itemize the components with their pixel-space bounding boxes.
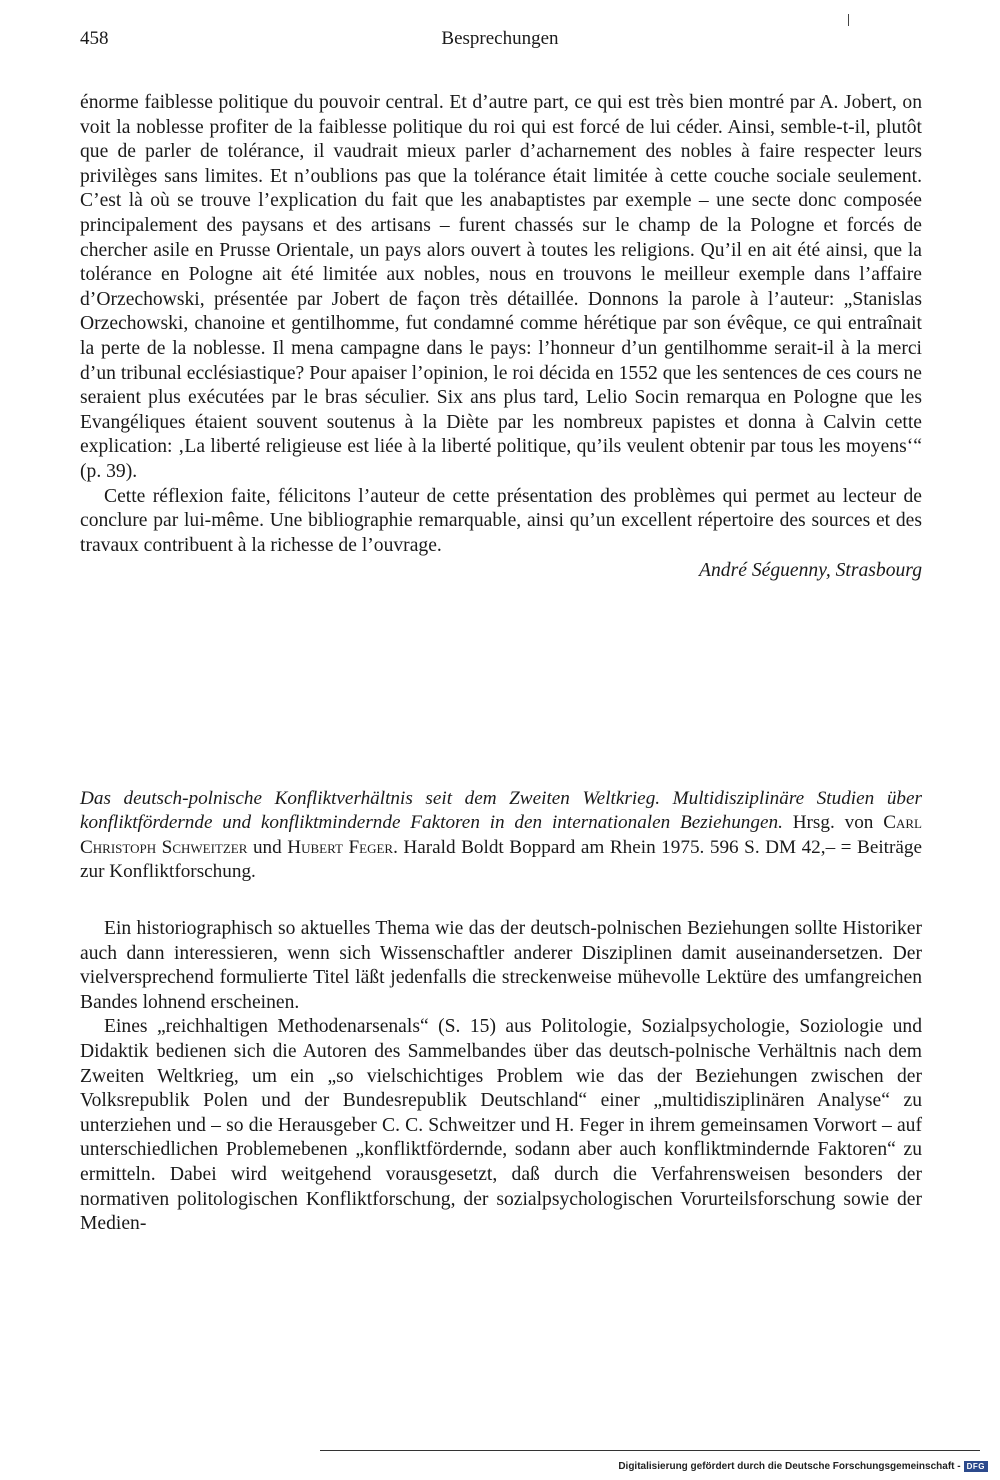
review-french <box>80 91 922 584</box>
editor-name: Hubert Feger <box>287 836 394 858</box>
digitization-credit <box>618 1461 988 1472</box>
reviewer-signature: André Séguenny, Strasbourg <box>699 560 922 582</box>
margin-mark <box>848 14 849 26</box>
running-head: Besprechungen <box>441 28 559 49</box>
footer-rule <box>320 1450 980 1451</box>
editor-name: Carl Christoph Schweitzer <box>80 812 922 858</box>
book-citation <box>80 787 922 885</box>
review-german <box>80 917 922 1237</box>
review-paragraph: Cette réflexion faite, félicitons l’auteur de cette présentation des problèmes qui permet au lecteur de conclure par lui-même. Une bibliographie remarquable, ainsi qu’un excellent répertoire des sources et des travaux contribuent à la richesse de l’ouvrage. <box>80 485 922 556</box>
dfg-logo-icon: DFG <box>964 1461 988 1472</box>
review-paragraph: Eines „reichhaltigen Methodenarsenals“ (S. 15) aus Politologie, Sozialpsychologie, Soziologie und Didaktik bedienen sich die Autoren des Sammelbandes über das deutsch-polnische Verhältnis nach dem Zweiten Weltkrieg, um ein „so vielschichtiges Problem wie das der Beziehungen zwischen der Volksrepublik Polen und der Bundesrepublik Deutschland“ einer „multidisziplinären Analyse“ zu unterziehen und – so die Herausgeber C. C. Schweitzer und H. Feger in ihrem gemeinsamen Vorwort – auf unterschiedlichen Problemebenen „konfliktfördernde, sodann aber auch konfliktmindernde Faktoren“ zu ermitteln. Dabei wird weitgehend vorausgesetzt, daß durch die Verfahrensweisen besonders der normativen politologischen Konfliktforschung, der sozialpsychologischen Vorurteilsforschung sowie der Medien- <box>80 1016 922 1235</box>
page-header <box>80 28 920 58</box>
review-paragraph: Ein historiographisch so aktuelles Thema wie das der deutsch-polnischen Beziehungen sollte Historiker auch dann interessieren, wenn sich Wissenschaftler anderer Disziplinen damit auseinandersetzen. Der vielversprechend formulierte Titel läßt jedenfalls die streckenweise mühevolle Lektüre des umfangreichen Bandes lohnend erscheinen. <box>80 918 922 1013</box>
book-title: Das deutsch-polnische Konfliktverhältnis seit dem Zweiten Weltkrieg. Multidisziplinäre Studien über konfliktfördernde und konfliktmindernde Faktoren in den internationalen Beziehungen. <box>80 788 922 834</box>
credit-text: Digitalisierung gefördert durch die Deutsche Forschungsgemeinschaft - <box>618 1461 961 1472</box>
review-paragraph: énorme faiblesse politique du pouvoir central. Et d’autre part, ce qui est très bien montré par A. Jobert, on voit la noblesse profiter de la faiblesse politique du roi qui est forcé de lui céder. Ainsi, semble-t-il, plutôt que de parler de tolérance, il vaudrait mieux parler d’acharnement des nobles à faire respecter leurs privilèges sans limites. Et n’oublions pas que la tolérance était limitée à cette couche sociale seulement. C’est là où se trouve l’explication du fait que les anabaptistes par exemple – une secte donc composée principalement des paysans et des artisans – furent chassés sur le champ de la Pologne et forcés de chercher asile en Prusse Orientale, un pays alors ouvert à toutes les religions. Qu’il en ait été ainsi, que la tolérance en Pologne ait été limitée aux nobles, nous en trouvons le meilleur exemple dans l’affaire d’Orzechowski, présentée par Jobert de façon très détaillée. Donnons la parole à l’auteur: „Stanislas Orzechowski, chanoine et gentilhomme, fut condamné comme hérétique par son évêque, ce qui entraînait la perte de la noblesse. Il mena campagne dans le pays: l’honneur d’un gentilhomme serait-il à la merci d’un tribunal ecclésiastique? Pour apaiser l’opinion, le roi décida en 1552 que les sentences de ces cours ne seraient plus exécutées par le bras séculier. Six ans plus tard, Lelio Socin remarqua en Pologne que les Evangéliques étaient souvent soutenus à la Diète par les nombreux papistes et donna à Calvin cette explication: ‚La liberté religieuse est liée à la liberté politique, qu’ils veulent obtenir par tous les moyens‘“ (p. 39). <box>80 92 922 482</box>
editors-prefix: Hrsg. von <box>782 812 884 834</box>
publisher-info: . Harald Boldt Boppard am Rhein 1975. 596 S. DM 42,– = Beiträge zur Konfliktforschung. <box>80 836 923 883</box>
conjunction: und <box>247 836 288 858</box>
page-number: 458 <box>80 28 109 49</box>
